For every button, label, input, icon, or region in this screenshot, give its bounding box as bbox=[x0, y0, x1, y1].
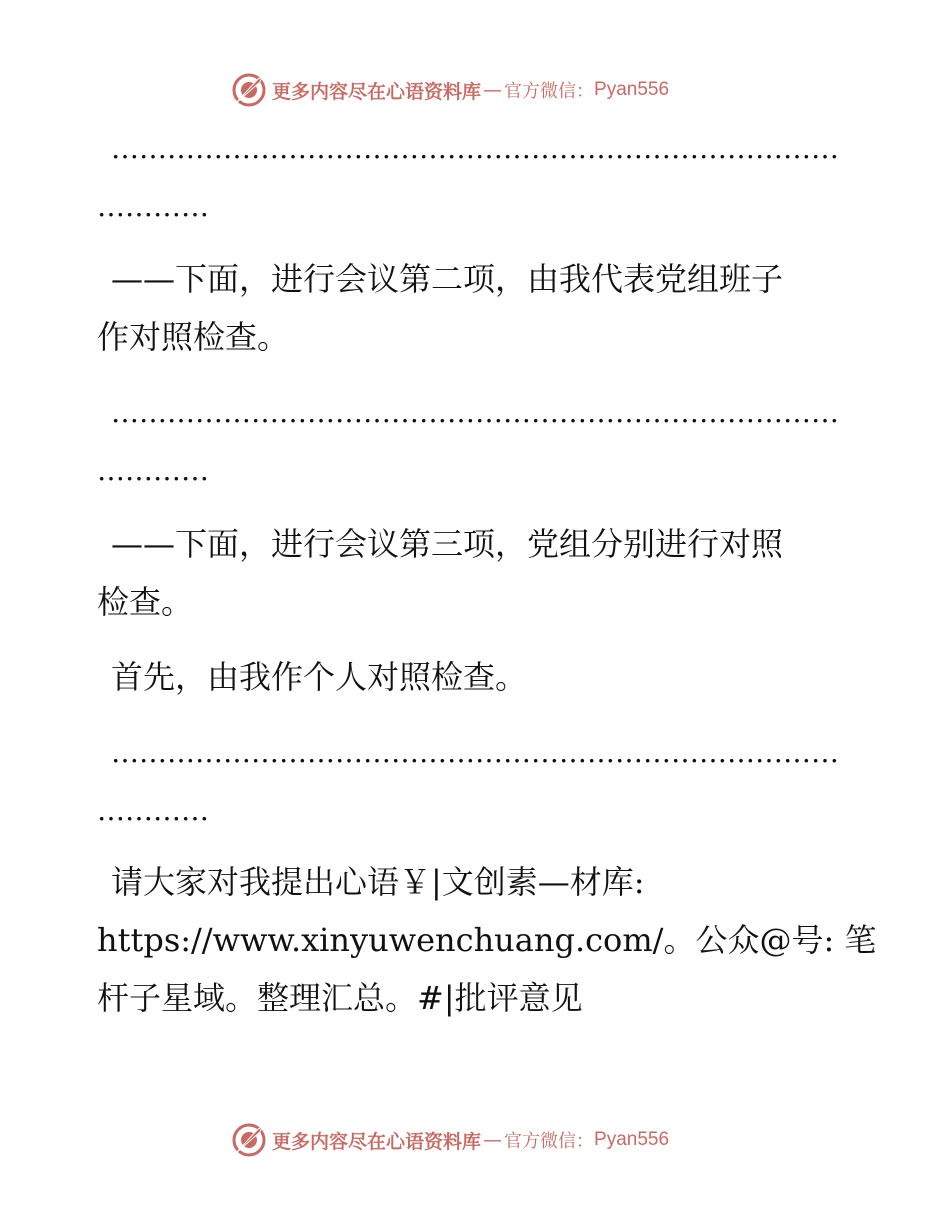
ellipsis-line: ………… bbox=[97, 190, 209, 223]
paragraph-line: 作对照检查。 bbox=[97, 318, 290, 356]
ellipsis-line: …………………………………………………………………… bbox=[111, 736, 839, 769]
paragraph-line: ——下面，进行会议第三项，党组分别进行对照 bbox=[111, 525, 784, 563]
quill-logo-icon bbox=[232, 1123, 266, 1157]
header-brand: 更多内容尽在心语资料库 bbox=[272, 80, 482, 103]
paragraph-item-2 bbox=[97, 250, 857, 366]
header-label: 官方微信： bbox=[504, 81, 595, 102]
header-banner bbox=[232, 70, 669, 110]
paragraph-line: 首先，由我作个人对照检查。 bbox=[111, 658, 528, 696]
ellipsis-line: ………… bbox=[97, 454, 209, 487]
paragraph-first bbox=[97, 648, 857, 706]
footer-separator: — bbox=[483, 1129, 503, 1151]
ellipsis-line: …………………………………………………………………… bbox=[111, 396, 839, 429]
footer-brand: 更多内容尽在心语资料库 bbox=[272, 1130, 482, 1153]
paragraph-closing bbox=[97, 853, 887, 1027]
footer-banner bbox=[232, 1120, 669, 1160]
header-wechat-id: Pyan556 bbox=[594, 79, 670, 100]
paragraph-line: https://www.xinyuwenchuang.com/。公众@号: 笔 bbox=[97, 921, 877, 959]
paragraph-line: ——下面，进行会议第二项，由我代表党组班子 bbox=[111, 260, 784, 298]
header-separator: — bbox=[483, 79, 503, 101]
ellipsis-line: …………………………………………………………………… bbox=[111, 132, 839, 165]
footer-label: 官方微信： bbox=[504, 1131, 595, 1152]
footer-wechat-id: Pyan556 bbox=[594, 1129, 670, 1150]
quill-logo-icon bbox=[232, 73, 266, 107]
paragraph-item-3 bbox=[97, 515, 857, 631]
ellipsis-line: ………… bbox=[97, 794, 209, 827]
paragraph-line: 请大家对我提出心语￥|文创素—材库: bbox=[111, 863, 645, 901]
paragraph-line: 杆子星域。整理汇总。#|批评意见 bbox=[97, 979, 583, 1017]
paragraph-line: 检查。 bbox=[97, 583, 194, 621]
